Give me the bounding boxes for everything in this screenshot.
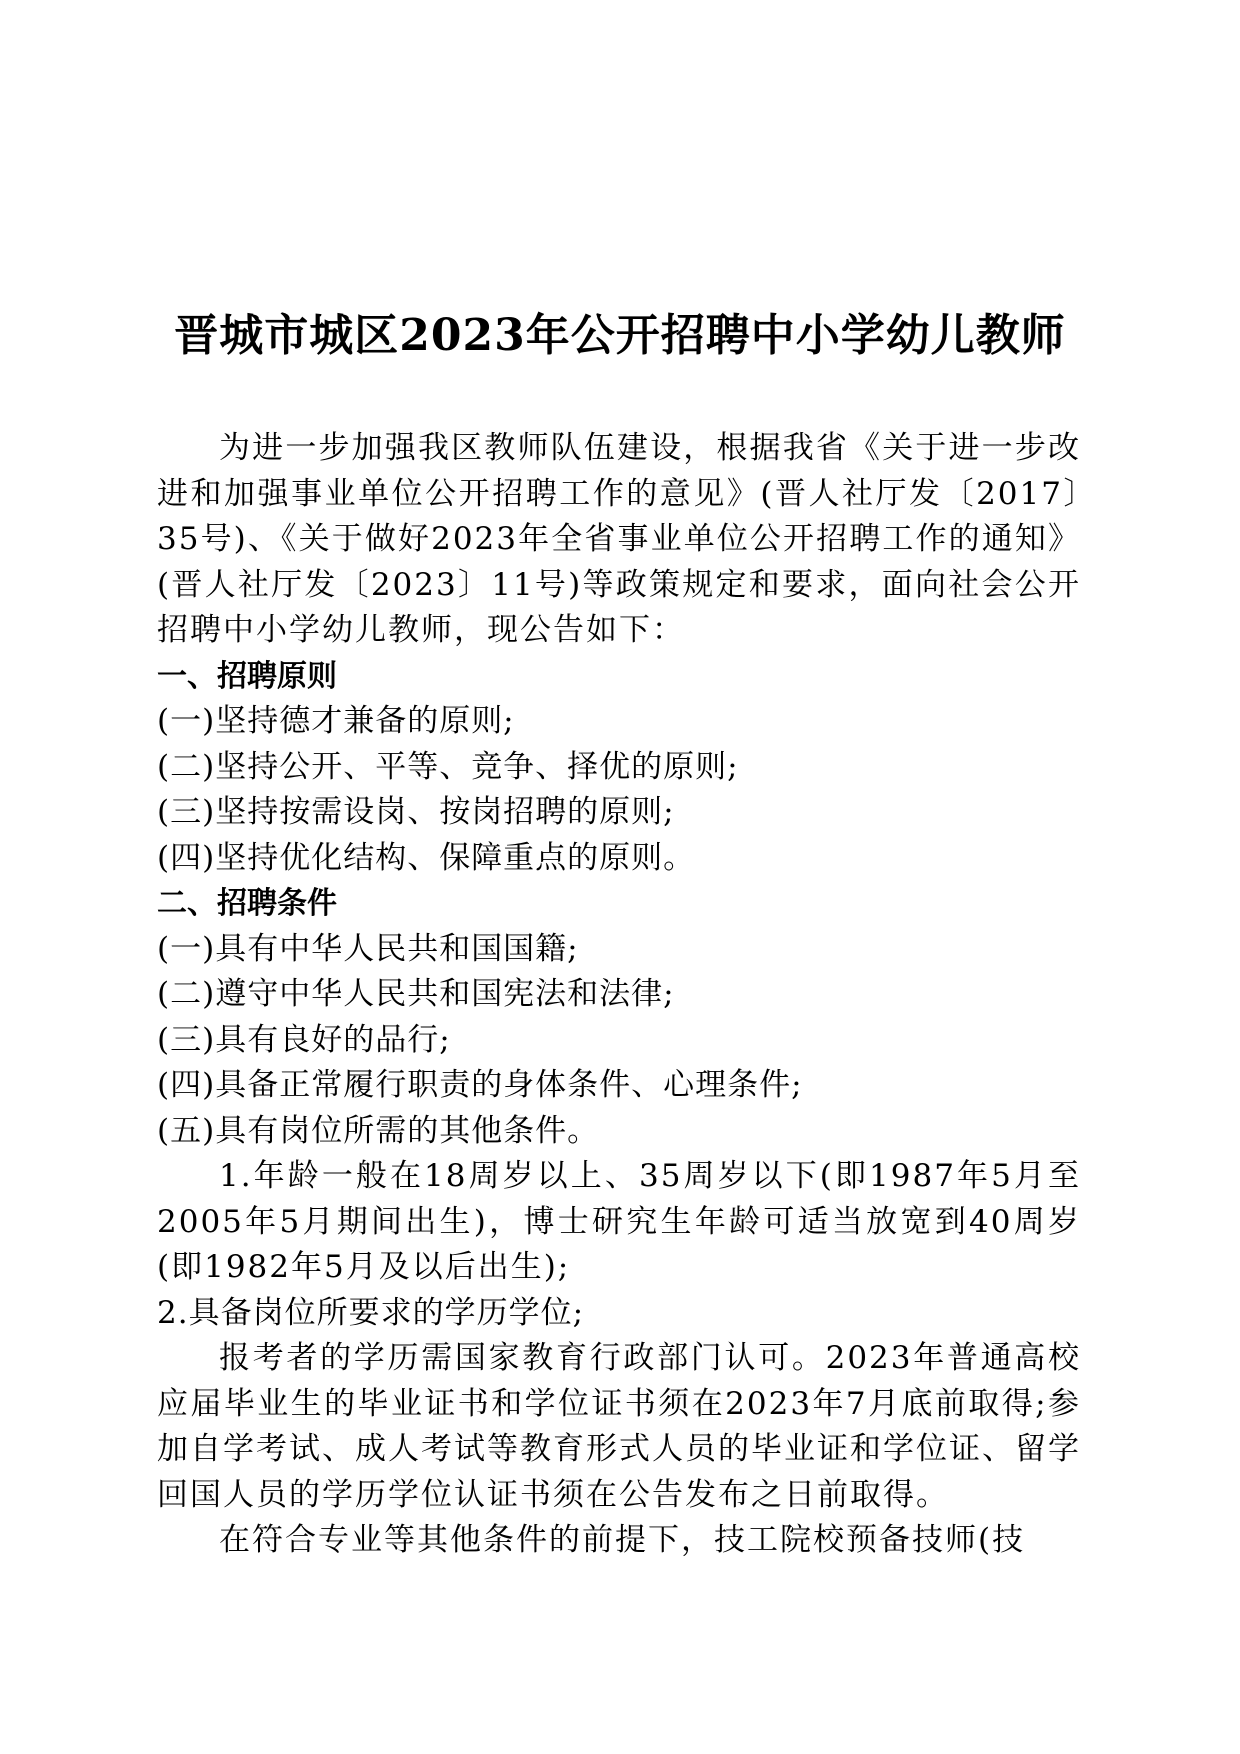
condition-item: (四)具备正常履行职责的身体条件、心理条件; bbox=[157, 1067, 803, 1103]
principle-item: (三)坚持按需设岗、按岗招聘的原则; bbox=[157, 794, 675, 830]
age-paragraph: 1.年龄一般在18周岁以上、35周岁以下(即1987年5月至2005年5月期间出生)，博士研究生年龄可适当放宽到40周岁(即1982年5月及以后出生); bbox=[157, 1158, 1081, 1285]
principle-item: (四)坚持优化结构、保障重点的原则。 bbox=[157, 839, 696, 876]
condition-item: (五)具有岗位所需的其他条件。 bbox=[157, 1112, 600, 1149]
education-paragraph: 报考者的学历需国家教育行政部门认可。2023年普通高校应届毕业生的毕业证书和学位证书须在2023年7月底前取得;参加自学考试、成人考试等教育形式人员的毕业证和学位证、留学回国人员的学历学位认证书须在公告发布之日前取得。 bbox=[157, 1340, 1081, 1513]
principle-item: (一)坚持德才兼备的原则; bbox=[157, 703, 515, 739]
section-heading-principles: 一、招聘原则 bbox=[157, 658, 337, 694]
principle-item: (二)坚持公开、平等、竞争、择优的原则; bbox=[157, 748, 739, 785]
document-title: 晋城市城区2023年公开招聘中小学幼儿教师 bbox=[174, 310, 1066, 361]
intro-paragraph: 为进一步加强我区教师队伍建设，根据我省《关于进一步改进和加强事业单位公开招聘工作的意见》(晋人社厅发〔2017〕35号)、《关于做好2023年全省事业单位公开招聘工作的通知》(晋人社厅发〔2023〕11号)等政策规定和要求，面向社会公开招聘中小学幼儿教师，现公告如下： bbox=[157, 430, 1081, 648]
condition-item: (二)遵守中华人民共和国宪法和法律; bbox=[157, 976, 675, 1012]
condition-item: (一)具有中华人民共和国国籍; bbox=[157, 930, 579, 967]
document-body bbox=[157, 426, 1081, 1564]
final-paragraph: 在符合专业等其他条件的前提下，技工院校预备技师(技 bbox=[219, 1522, 1026, 1558]
education-item: 2.具备岗位所要求的学历学位; bbox=[157, 1294, 585, 1331]
condition-item: (三)具有良好的品行; bbox=[157, 1021, 451, 1058]
section-heading-conditions: 二、招聘条件 bbox=[157, 886, 337, 921]
